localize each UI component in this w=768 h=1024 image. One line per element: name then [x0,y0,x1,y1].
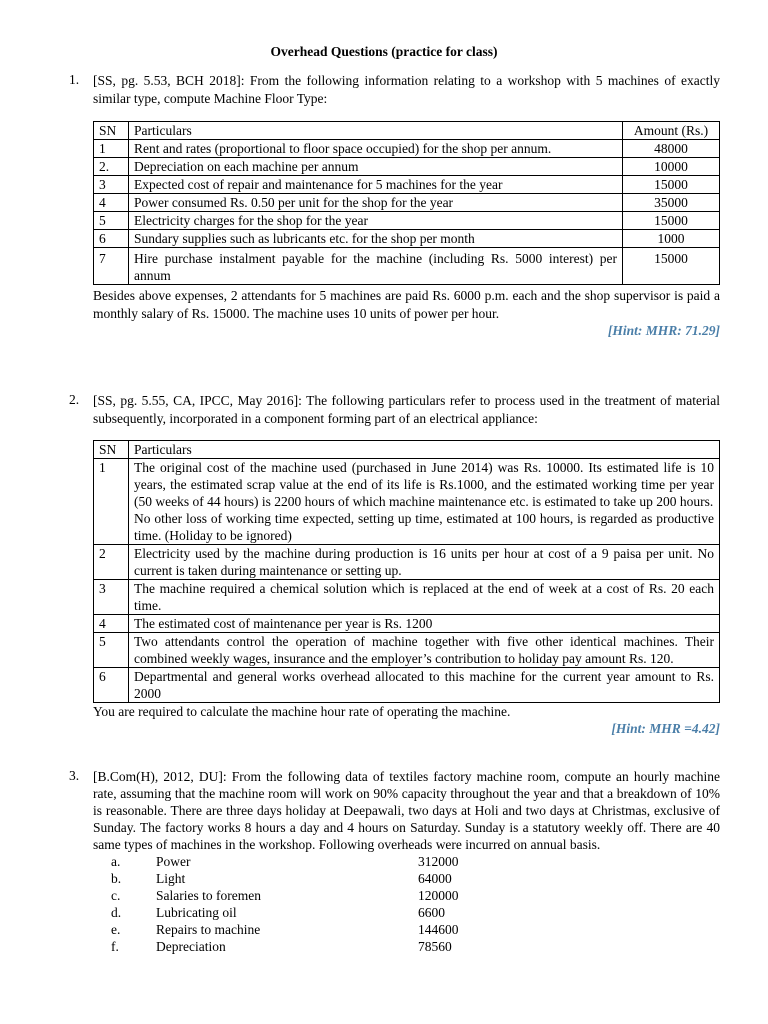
hint-text: [Hint: MHR =4.42] [611,721,720,736]
table-row [94,140,720,158]
row-particular-part: No other loss of working time expected, setting up time, estimated at 100 hours, is regarded as productive time. (Holiday to be ignored) [134,511,714,543]
list-item [93,887,720,904]
row-sn: 4 [94,194,129,212]
overhead-list [93,853,720,955]
question-note: Besides above expenses, 2 attendants for 5 machines are paid Rs. 6000 p.m. each and the shop supervisor is paid a monthly salary of Rs. 15000. The machine uses 10 units of power per hour. [93,288,720,321]
row-sn: 5 [94,212,129,230]
row-particular: Electricity charges for the shop for the year [129,212,623,230]
row-particular: Hire purchase instalment payable for the machine (including Rs. 5000 interest) per annum [129,248,623,285]
table-row [94,545,720,580]
table-row [94,633,720,668]
table-row [94,668,720,703]
list-item-value: 6600 [418,905,445,920]
row-amount: 15000 [623,212,720,230]
row-particular: Sundary supplies such as lubricants etc. for the shop per month [129,230,623,248]
table-row [94,248,720,285]
list-item [93,938,720,955]
list-item-value: 120000 [418,888,459,903]
question-text: [SS, pg. 5.53, BCH 2018]: From the following information relating to a workshop with 5 machines of exactly similar type, compute Machine Floor Type: [93,73,720,106]
question-number: 2. [69,392,80,407]
question-text: [B.Com(H), 2012, DU]: From the following data of textiles factory machine room, compute an hourly machine rate, assuming that the machine room will work on 90% capacity throughout the year and that a breakdown of 10% is reasonable. There are three days holiday at Deepawali, two days at Holi and two days at Christmas, exclusive of Sunday. The factory works 8 hours a day and 4 hours on Saturday. Sunday is a statutory weekly off. There are 40 same types of machines in the workshop. Following overheads were incurred on annual basis. [93,769,720,852]
row-amount: 1000 [623,230,720,248]
question-note: You are required to calculate the machine hour rate of operating the machine. [93,704,511,719]
list-item [93,870,720,887]
row-amount: 15000 [623,176,720,194]
row-amount: 35000 [623,194,720,212]
row-particular: Rent and rates (proportional to floor space occupied) for the shop per annum. [129,140,623,158]
row-particular [129,459,720,545]
q1-table [93,121,720,285]
list-item-letter: f. [111,939,119,954]
table-row [94,158,720,176]
row-particular: Power consumed Rs. 0.50 per unit for the shop for the year [129,194,623,212]
list-item-name: Light [156,871,186,886]
q2-table [93,440,720,703]
row-particular: Electricity used by the machine during production is 16 units per hour at cost of a 9 paisa per unit. No current is taken during maintenance or setting up. [129,545,720,580]
question-text: [SS, pg. 5.55, CA, IPCC, May 2016]: The following particulars refer to process used in the treatment of material subsequently, incorporated in a component forming part of an electrical appliance: [93,393,720,426]
table-row [94,194,720,212]
list-item-value: 64000 [418,871,452,886]
list-item-value: 78560 [418,939,452,954]
list-item-letter: e. [111,922,121,937]
table-row [94,580,720,615]
row-particular: Two attendants control the operation of machine together with five other identical machines. Their combined weekly wages, insurance and the employer’s contribution to holiday pay amount Rs. 120. [129,633,720,668]
list-item-value: 144600 [418,922,459,937]
list-item-name: Power [156,854,191,869]
row-sn: 6 [94,668,129,703]
header-particulars: Particulars [129,122,623,140]
header-particulars: Particulars [129,441,720,459]
row-sn: 1 [94,140,129,158]
table-row [94,459,720,545]
table-row [94,176,720,194]
header-amount: Amount (Rs.) [623,122,720,140]
header-sn: SN [94,122,129,140]
list-item-value: 312000 [418,854,459,869]
row-amount: 48000 [623,140,720,158]
row-sn: 2. [94,158,129,176]
row-particular: Departmental and general works overhead allocated to this machine for the current year amount to Rs. 2000 [129,668,720,703]
row-particular: The machine required a chemical solution which is replaced at the end of week at a cost of Rs. 20 each time. [129,580,720,615]
question-1 [69,72,720,339]
row-sn: 4 [94,615,129,633]
list-item-name: Lubricating oil [156,905,237,920]
table-row [94,230,720,248]
hint-text: [Hint: MHR: 71.29] [607,323,720,338]
list-item-name: Depreciation [156,939,226,954]
row-sn: 6 [94,230,129,248]
table-row [94,615,720,633]
list-item-name: Repairs to machine [156,922,261,937]
row-sn: 5 [94,633,129,668]
table-header-row [94,441,720,459]
row-sn: 3 [94,580,129,615]
document-title: Overhead Questions (practice for class) [270,44,498,59]
question-number: 1. [69,72,80,87]
row-sn: 2 [94,545,129,580]
row-particular: Expected cost of repair and maintenance for 5 machines for the year [129,176,623,194]
question-number: 3. [69,768,80,783]
list-item [93,904,720,921]
row-particular: The estimated cost of maintenance per year is Rs. 1200 [129,615,720,633]
row-sn: 1 [94,459,129,545]
row-amount: 15000 [623,248,720,285]
row-particular-part: The original cost of the machine used (purchased in June 2014) was Rs. 10000. Its estimated life is 10 years, the estimated scrap value at the end of its life is Rs.1000, and the estimated working time per year (50 weeks of 44 hours) is 2200 hours of which machine maintenance etc. is estimated to take up 200 hours. [134,460,714,509]
row-sn: 7 [94,248,129,285]
row-amount: 10000 [623,158,720,176]
list-item-letter: c. [111,888,121,903]
table-header-row [94,122,720,140]
question-3 [69,768,720,955]
list-item-letter: d. [111,905,122,920]
table-row [94,212,720,230]
row-particular: Depreciation on each machine per annum [129,158,623,176]
list-item-name: Salaries to foremen [156,888,261,903]
question-2 [69,392,720,737]
list-item-letter: b. [111,871,122,886]
header-sn: SN [94,441,129,459]
list-item [93,921,720,938]
list-item-letter: a. [111,854,121,869]
row-sn: 3 [94,176,129,194]
list-item [93,853,720,870]
